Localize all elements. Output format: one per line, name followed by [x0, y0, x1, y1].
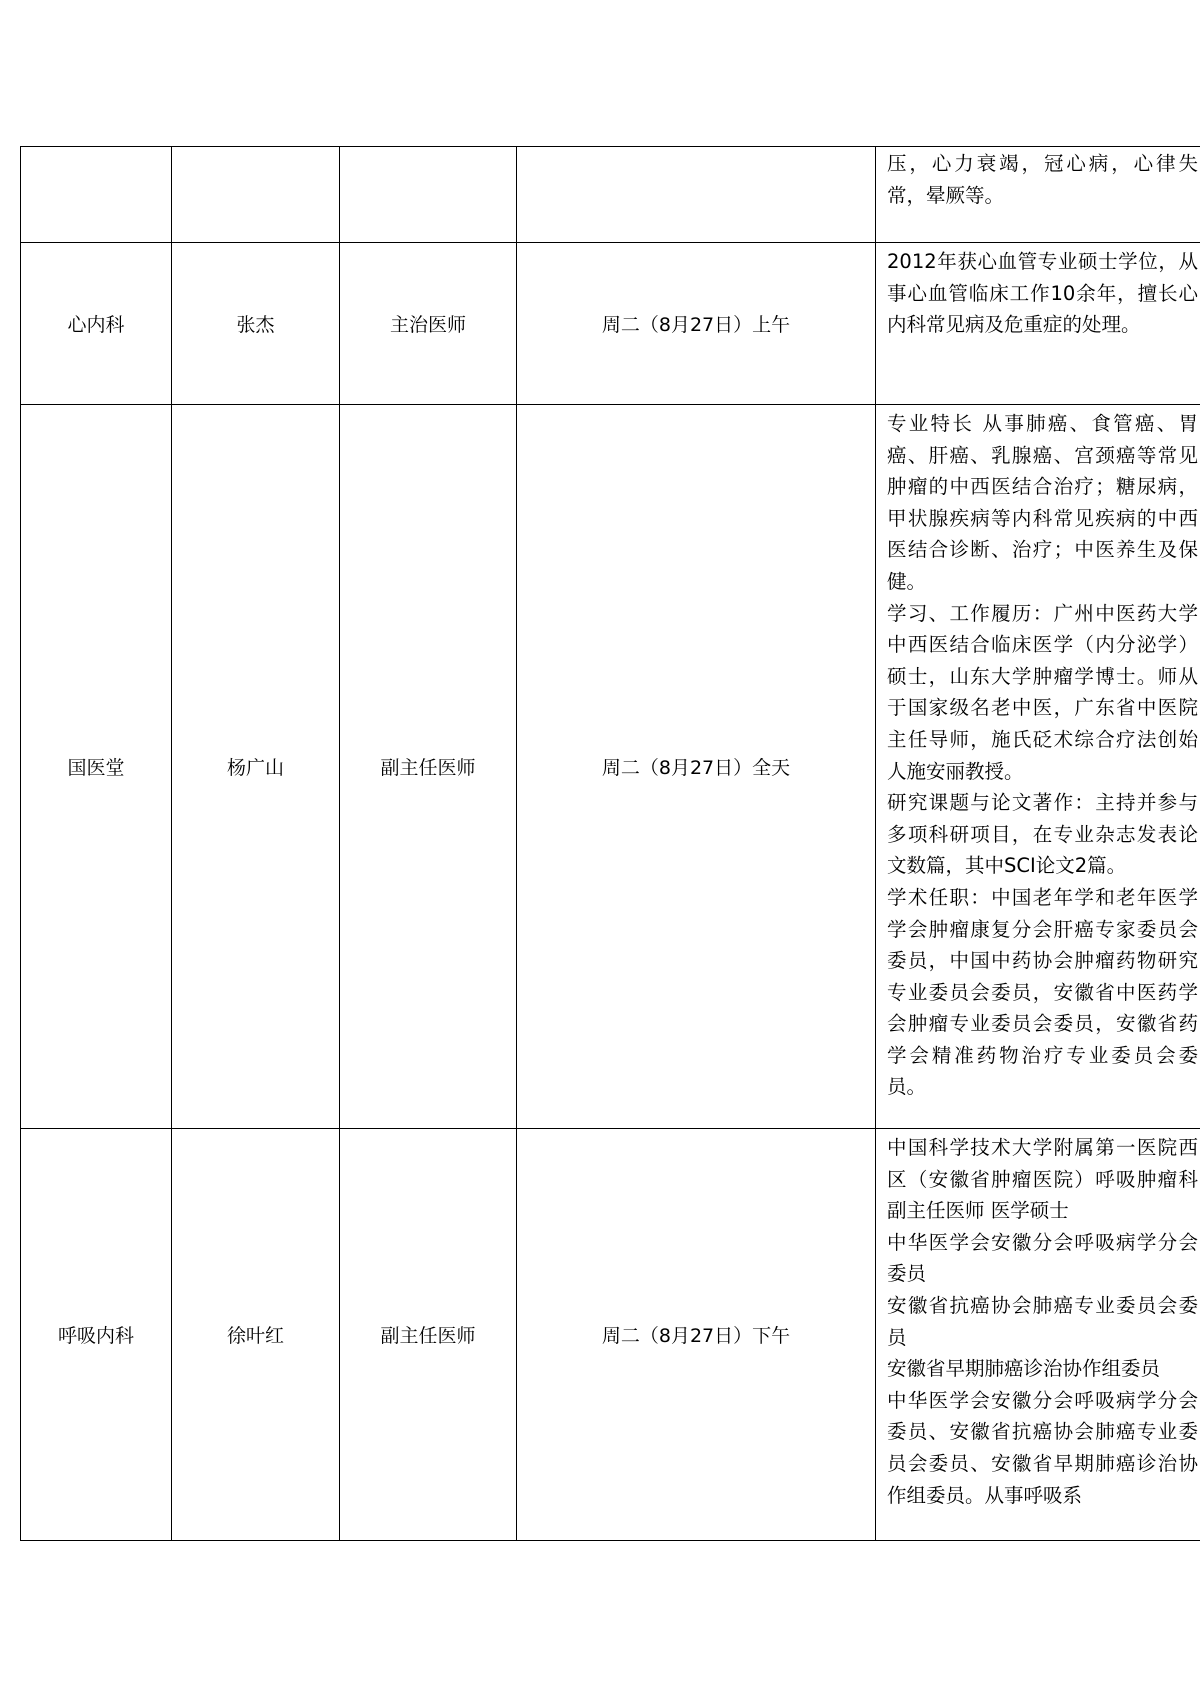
table-row — [21, 243, 1200, 405]
department-cell: 国医堂 — [21, 405, 172, 1129]
schedule-time-cell: 周二（8月27日）全天 — [517, 405, 876, 1129]
description-paragraph: 专业特长 从事肺癌、食管癌、胃癌、肝癌、乳腺癌、宫颈癌等常见肿瘤的中西医结合治疗；糖尿病，甲状腺疾病等内科常见疾病的中西医结合诊断、治疗；中医养生及保健。 — [887, 412, 1198, 593]
doctor-name-cell: 徐叶红 — [172, 1129, 340, 1541]
department-cell: 心内科 — [21, 243, 172, 405]
doctor-title-cell: 副主任医师 — [340, 405, 517, 1129]
table-row — [21, 1129, 1200, 1541]
doctor-name-cell — [172, 147, 340, 243]
doctor-description-cell — [876, 147, 1200, 243]
description-paragraph: 安徽省早期肺癌诊治协作组委员 — [887, 1357, 1161, 1381]
description-paragraph: 中华医学会安徽分会呼吸病学分会委员 — [887, 1230, 1198, 1286]
doctor-title-cell — [340, 147, 517, 243]
doctor-title-cell: 主治医师 — [340, 243, 517, 405]
doctor-description-cell — [876, 1129, 1200, 1541]
department-cell — [21, 147, 172, 243]
department-cell: 呼吸内科 — [21, 1129, 172, 1541]
description-paragraph: 2012年获心血管专业硕士学位，从事心血管临床工作10余年，擅长心内科常见病及危重症的处理。 — [887, 250, 1198, 337]
doctor-schedule-table — [20, 146, 1200, 1541]
schedule-time-cell — [517, 147, 876, 243]
table-row — [21, 405, 1200, 1129]
description-paragraph: 学习、工作履历：广州中医药大学中西医结合临床医学（内分泌学）硕士，山东大学肿瘤学博士。师从于国家级名老中医，广东省中医院主任导师，施氏砭术综合疗法创始人施安丽教授。 — [887, 601, 1198, 783]
description-paragraph: 中华医学会安徽分会呼吸病学分会委员、安徽省抗癌协会肺癌专业委员会委员、安徽省早期肺癌诊治协作组委员。从事呼吸系 — [887, 1388, 1198, 1507]
description-paragraph: 学术任职：中国老年学和老年医学学会肿瘤康复分会肝癌专家委员会委员，中国中药协会肿瘤药物研究专业委员会委员，安徽省中医药学会肿瘤专业委员会委员，安徽省药学会精准药物治疗专业委员会委员。 — [887, 885, 1198, 1099]
description-paragraph: 研究课题与论文著作：主持并参与多项科研项目，在专业杂志发表论文数篇，其中SCI论文2篇。 — [887, 791, 1198, 878]
schedule-time-cell: 周二（8月27日）下午 — [517, 1129, 876, 1541]
doctor-name-cell: 杨广山 — [172, 405, 340, 1129]
doctor-title-cell: 副主任医师 — [340, 1129, 517, 1541]
description-paragraph: 压，心力衰竭，冠心病，心律失常，晕厥等。 — [887, 152, 1198, 207]
description-paragraph: 中国科学技术大学附属第一医院西区（安徽省肿瘤医院）呼吸肿瘤科 副主任医师 医学硕士 — [887, 1136, 1198, 1223]
doctor-description-cell — [876, 243, 1200, 405]
schedule-time-cell: 周二（8月27日）上午 — [517, 243, 876, 405]
table-row — [21, 147, 1200, 243]
doctor-name-cell: 张杰 — [172, 243, 340, 405]
description-paragraph: 安徽省抗癌协会肺癌专业委员会委员 — [887, 1293, 1198, 1349]
doctor-description-cell — [876, 405, 1200, 1129]
